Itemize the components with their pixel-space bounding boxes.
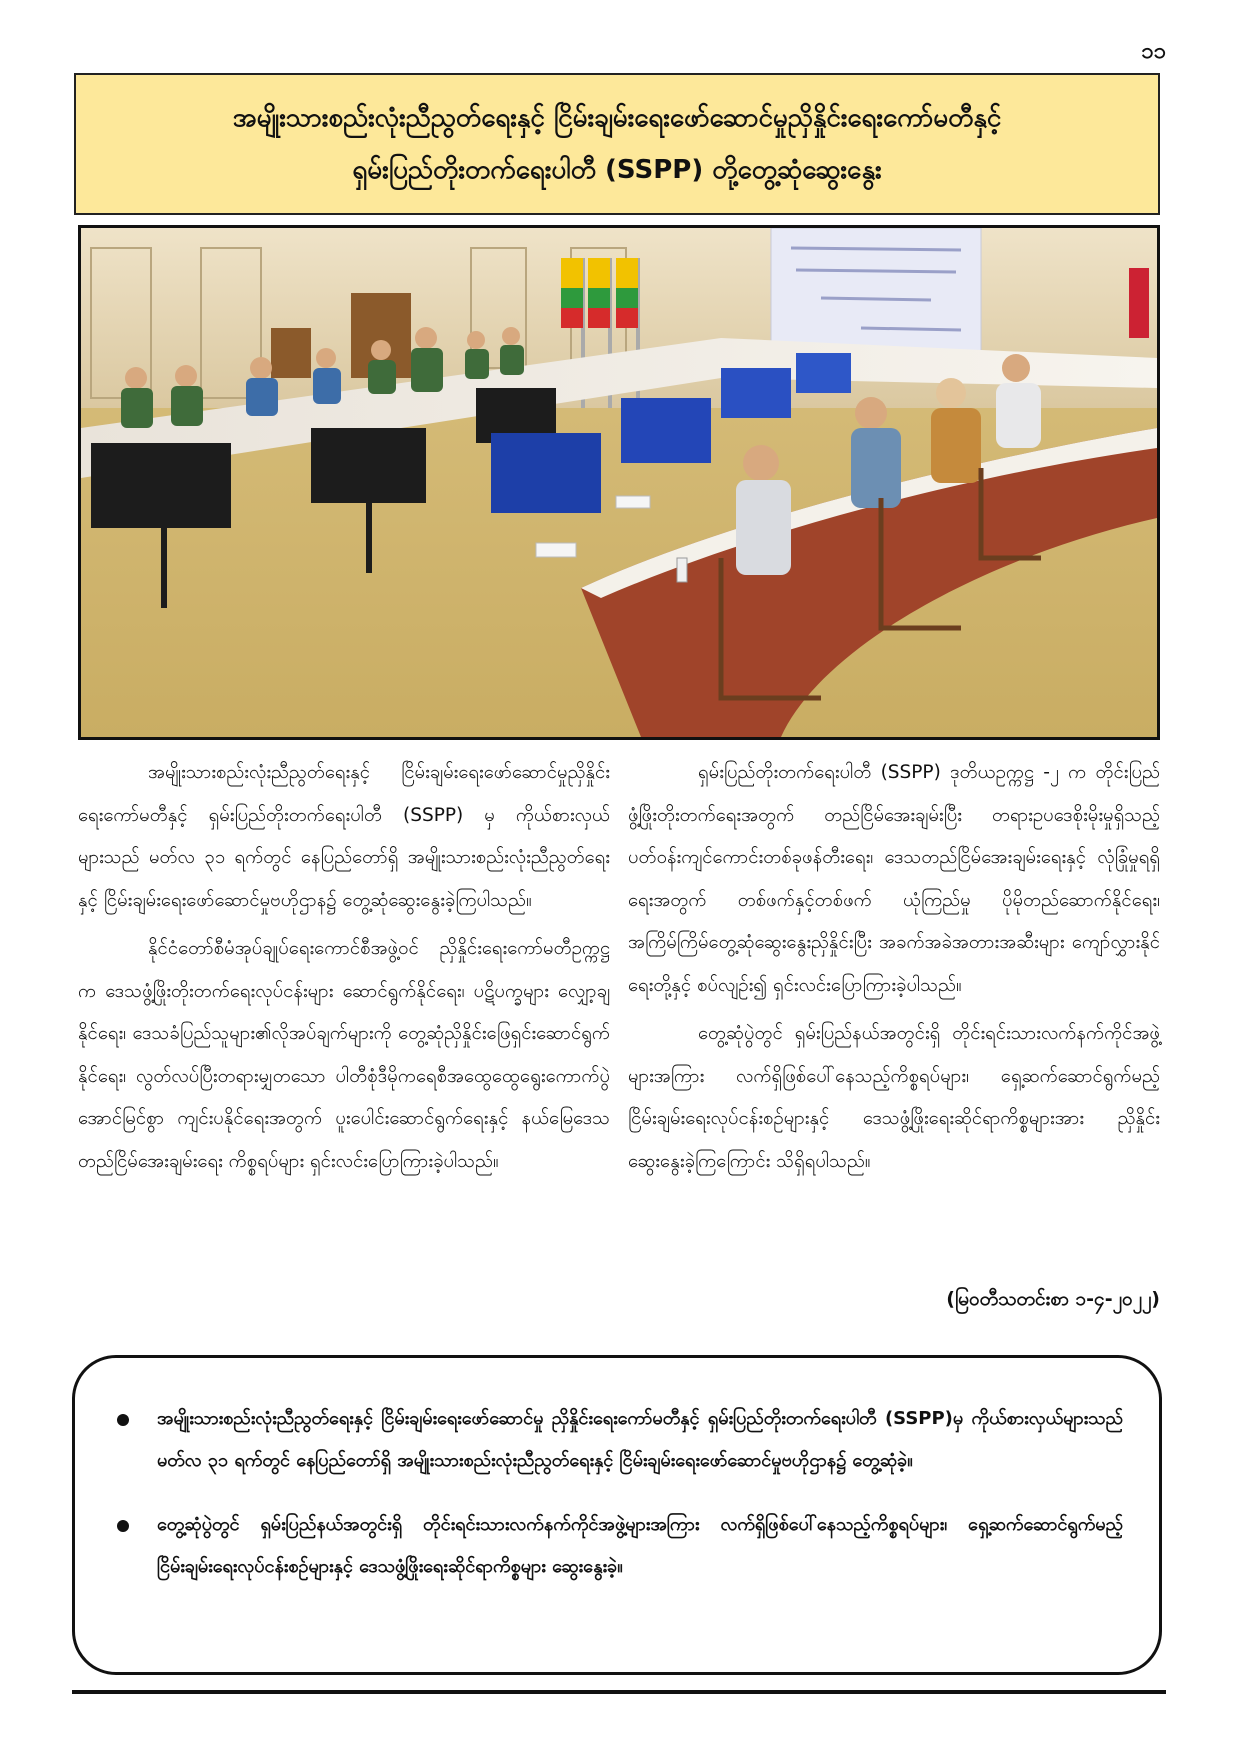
name-card-2 xyxy=(616,496,650,508)
article-paragraph: အမျိုးသားစည်းလုံးညီညွတ်ရေးနှင့် ငြိမ်းချမ်းရေးဖော်ဆောင်မှုညှိနှိုင်းရေးကော်မတီနှင့် ရှမ်းပြည်တိုးတက်ရေးပါတီ (SSPP) မှ ကိုယ်စားလှယ်များသည် မတ်လ ၃၁ ရက်တွင် နေပြည်တော်ရှိ အမျိုးသားစည်းလုံးညီညွတ်ရေးနှင့် ငြိမ်းချမ်းရေးဖော်ဆောင်မှုဗဟိုဌာန၌ တွေ့ဆုံဆွေးနွေးခဲ့ကြပါသည်။ xyxy=(78,762,610,911)
summary-box xyxy=(72,1355,1162,1675)
headline-line-1: အမျိုးသားစည်းလုံးညီညွတ်ရေးနှင့် ငြိမ်းချမ်းရေးဖော်ဆောင်မှုညှိနှိုင်းရေးကော်မတီနှင့် xyxy=(232,103,1002,133)
news-source-citation: (မြဝတီသတင်းစာ ၁-၄-၂၀၂၂) xyxy=(946,1288,1160,1310)
bottle xyxy=(677,558,687,582)
summary-bullet-text: အမျိုးသားစည်းလုံးညီညွတ်ရေးနှင့် ငြိမ်းချမ်းရေးဖော်ဆောင်မှု ညှိနှိုင်းရေးကော်မတီနှင့် ရှမ်းပြည်တိုးတက်ရေးပါတီ (SSPP)မှ ကိုယ်စားလှယ်များသည် မတ်လ ၃၁ ရက်တွင် နေပြည်တော်ရှိ အမျိုးသားစည်းလုံးညီညွတ်ရေးနှင့် ငြိမ်းချမ်းရေးဖော်ဆောင်မှုဗဟိုဌာန၌ တွေ့ဆုံခဲ့။ xyxy=(157,1408,1123,1471)
article-paragraph: တွေ့ဆုံပွဲတွင် ရှမ်းပြည်နယ်အတွင်းရှိ တိုင်းရင်းသားလက်နက်ကိုင်အဖွဲ့များအကြား လက်ရှိဖြစ်ပေါ်နေသည့်ကိစ္စရပ်များ၊ ရှေ့ဆက်ဆောင်ရွက်မည့် ငြိမ်းချမ်းရေးလုပ်ငန်းစဉ်များနှင့် ဒေသဖွံ့ဖြိုးရေးဆိုင်ရာကိစ္စများအား ညှိနှိုင်းဆွေးနွေးခဲ့ကြကြောင်း သိရှိရပါသည်။ xyxy=(628,1023,1160,1172)
article-left-column xyxy=(78,752,610,1183)
name-card xyxy=(536,543,576,557)
headline-box xyxy=(74,73,1160,215)
footer-rule xyxy=(72,1690,1166,1694)
bullet-dot-icon xyxy=(109,1512,137,1540)
article-paragraph: နိုင်ငံတော်စီမံအုပ်ချုပ်ရေးကောင်စီအဖွဲ့ဝင် ညှိနှိုင်းရေးကော်မတီဥက္ကဋ္ဌက ဒေသဖွံ့ဖြိုးတိုးတက်ရေးလုပ်ငန်းများ ဆောင်ရွက်နိုင်ရေး၊ ပဋိပက္ခများ လျှော့ချနိုင်ရေး၊ ဒေသခံပြည်သူများ၏လိုအပ်ချက်များကို တွေ့ဆုံညှိနှိုင်းဖြေရှင်းဆောင်ရွက်နိုင်ရေး၊ လွတ်လပ်ပြီးတရားမျှတသော ပါတီစုံဒီမိုကရေစီအထွေထွေရွေးကောက်ပွဲ အောင်မြင်စွာ ကျင်းပနိုင်ရေးအတွက် ပူးပေါင်းဆောင်ရွက်ရေးနှင့် နယ်မြေဒေသတည်ငြိမ်အေးချမ်းရေး ကိစ္စရပ်များ ရှင်းလင်းပြောကြားခဲ့ပါသည်။ xyxy=(78,938,610,1172)
headline-line-2: ရှမ်းပြည်တိုးတက်ရေးပါတီ (SSPP) တို့တွေ့ဆုံဆွေးနွေး xyxy=(352,155,882,185)
summary-bullet-text: တွေ့ဆုံပွဲတွင် ရှမ်းပြည်နယ်အတွင်းရှိ တိုင်းရင်းသားလက်နက်ကိုင်အဖွဲ့များအကြား လက်ရှိဖြစ်ပေါ်နေသည့်ကိစ္စရပ်များ၊ ရှေ့ဆက်ဆောင်ရွက်မည့် ငြိမ်းချမ်းရေးလုပ်ငန်းစဉ်များနှင့် ဒေသဖွံ့ဖြိုးရေးဆိုင်ရာကိစ္စများ ဆွေးနွေးခဲ့။ xyxy=(157,1514,1123,1577)
summary-bullet xyxy=(109,1504,1123,1588)
bullet-dot-icon xyxy=(109,1406,137,1434)
page-number: ၁၁ xyxy=(1141,39,1166,64)
doorway-2 xyxy=(271,328,311,378)
article-right-column xyxy=(628,752,1160,1183)
summary-bullet xyxy=(109,1398,1123,1482)
article-paragraph: ရှမ်းပြည်တိုးတက်ရေးပါတီ (SSPP) ဒုတိယဥက္ကဋ္ဌ -၂ က တိုင်းပြည်ဖွံ့ဖြိုးတိုးတက်ရေးအတွက် တည်ငြိမ်အေးချမ်းပြီး တရားဥပဒေစိုးမိုးမှုရှိသည့် ပတ်ဝန်းကျင်ကောင်းတစ်ခုဖန်တီးရေး၊ ဒေသတည်ငြိမ်အေးချမ်းရေးနှင့် လုံခြုံမှုရရှိရေးအတွက် တစ်ဖက်နှင့်တစ်ဖက် ယုံကြည်မှု ပိုမိုတည်ဆောက်နိုင်ရေး၊ အကြိမ်ကြိမ်တွေ့ဆုံဆွေးနွေးညှိနှိုင်းပြီး အခက်အခဲအတားအဆီးများ ကျော်လွှားနိုင်ရေးတို့နှင့် စပ်လျဉ်း၍ ရှင်းလင်းပြောကြားခဲ့ပါသည်။ xyxy=(628,762,1160,996)
meeting-photo xyxy=(78,225,1160,740)
